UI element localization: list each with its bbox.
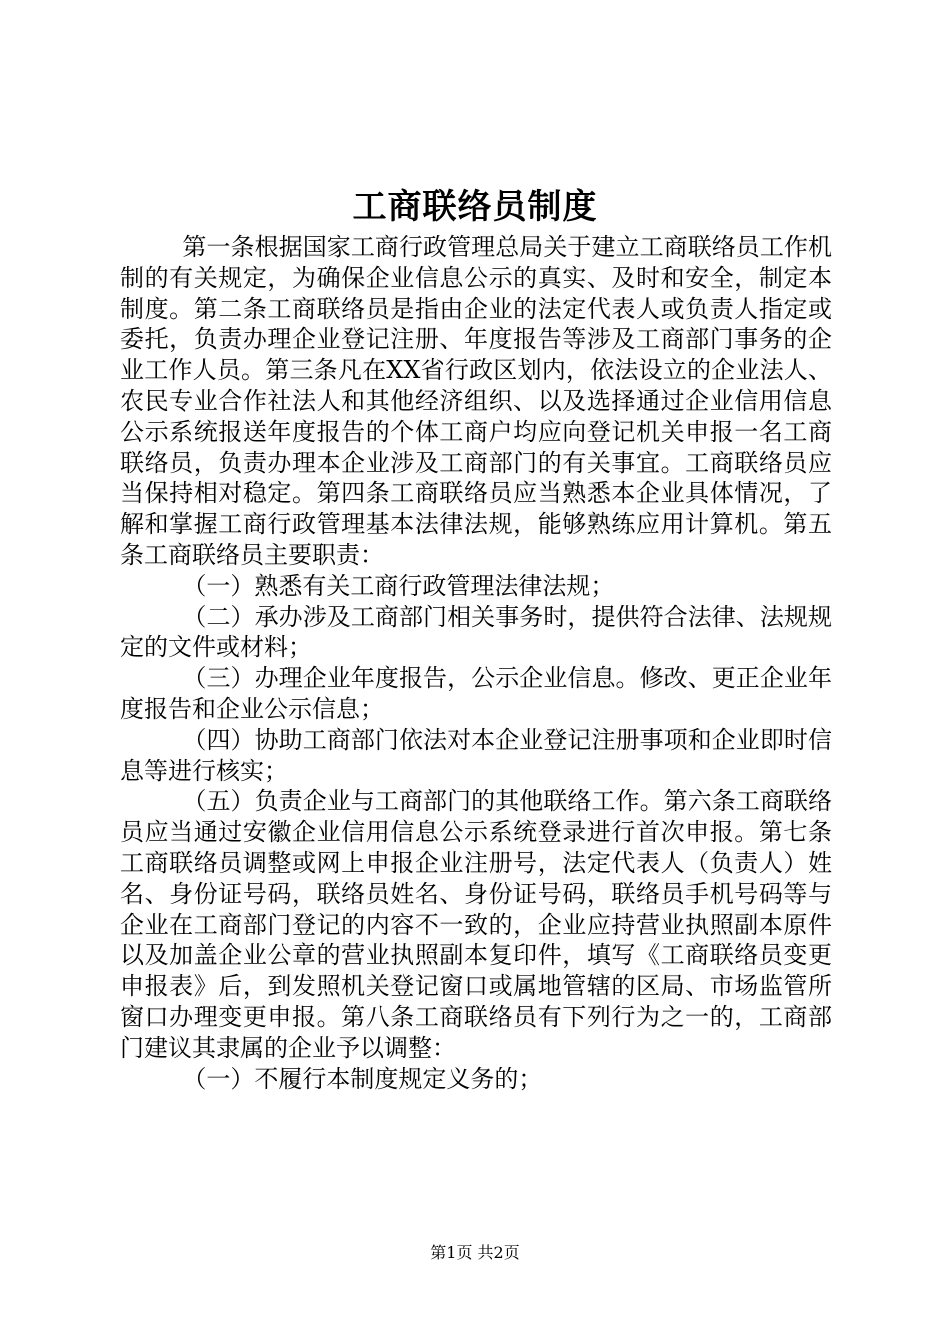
paragraph-duty-4: （四）协助工商部门依法对本企业登记注册事项和企业即时信息等进行核实； — [120, 725, 832, 785]
document-title: 工商联络员制度 — [352, 187, 598, 227]
paragraph-duty-2: （二）承办涉及工商部门相关事务时，提供符合法律、法规规定的文件或材料； — [120, 602, 832, 662]
paragraph-duty-3: （三）办理企业年度报告，公示企业信息。修改、更正企业年度报告和企业公示信息； — [120, 664, 832, 723]
paragraph-duty-1: （一）熟悉有关工商行政管理法律法规； — [182, 571, 615, 600]
paragraph-articles-1-5: 第一条根据国家工商行政管理总局关于建立工商联络员工作机制的有关规定，为确保企业信息公示的真实、及时和安全，制定本制度。第二条工商联络员是指由企业的法定代表人或负责人指定或委托，负责办理企业登记注册、年度报告等涉及工商部门事务的企业工作人员。第三条凡在XX省行政区划内，依法设立的企业法人、农民专业合作社法人和其他经济组织、以及选择通过企业信用信息公示系统报送年度报告的个体工商户均应向登记机关申报一名工商联络员，负责办理本企业涉及工商部门的有关事宜。工商联络员应当保持相对稳定。第四条工商联络员应当熟悉本企业具体情况，了解和掌握工商行政管理基本法律法规，能够熟练应用计算机。第五条工商联络员主要职责： — [120, 233, 832, 569]
document-body — [120, 232, 832, 1094]
page-footer: 第1页 共2页 — [430, 1243, 520, 1262]
paragraph-duty-5-articles-6-8: （五）负责企业与工商部门的其他联络工作。第六条工商联络员应当通过安徽企业信用信息公示系统登录进行首次申报。第七条工商联络员调整或网上申报企业注册号，法定代表人（负责人）姓名、身份证号码，联络员姓名、身份证号码，联络员手机号码等与企业在工商部门登记的内容不一致的，企业应持营业执照副本原件以及加盖企业公章的营业执照副本复印件，填写《工商联络员变更申报表》后，到发照机关登记窗口或属地管辖的区局、市场监管所窗口办理变更申报。第八条工商联络员有下列行为之一的，工商部门建议其隶属的企业予以调整： — [120, 787, 832, 1062]
paragraph-article-8-item-1: （一）不履行本制度规定义务的； — [182, 1064, 543, 1093]
